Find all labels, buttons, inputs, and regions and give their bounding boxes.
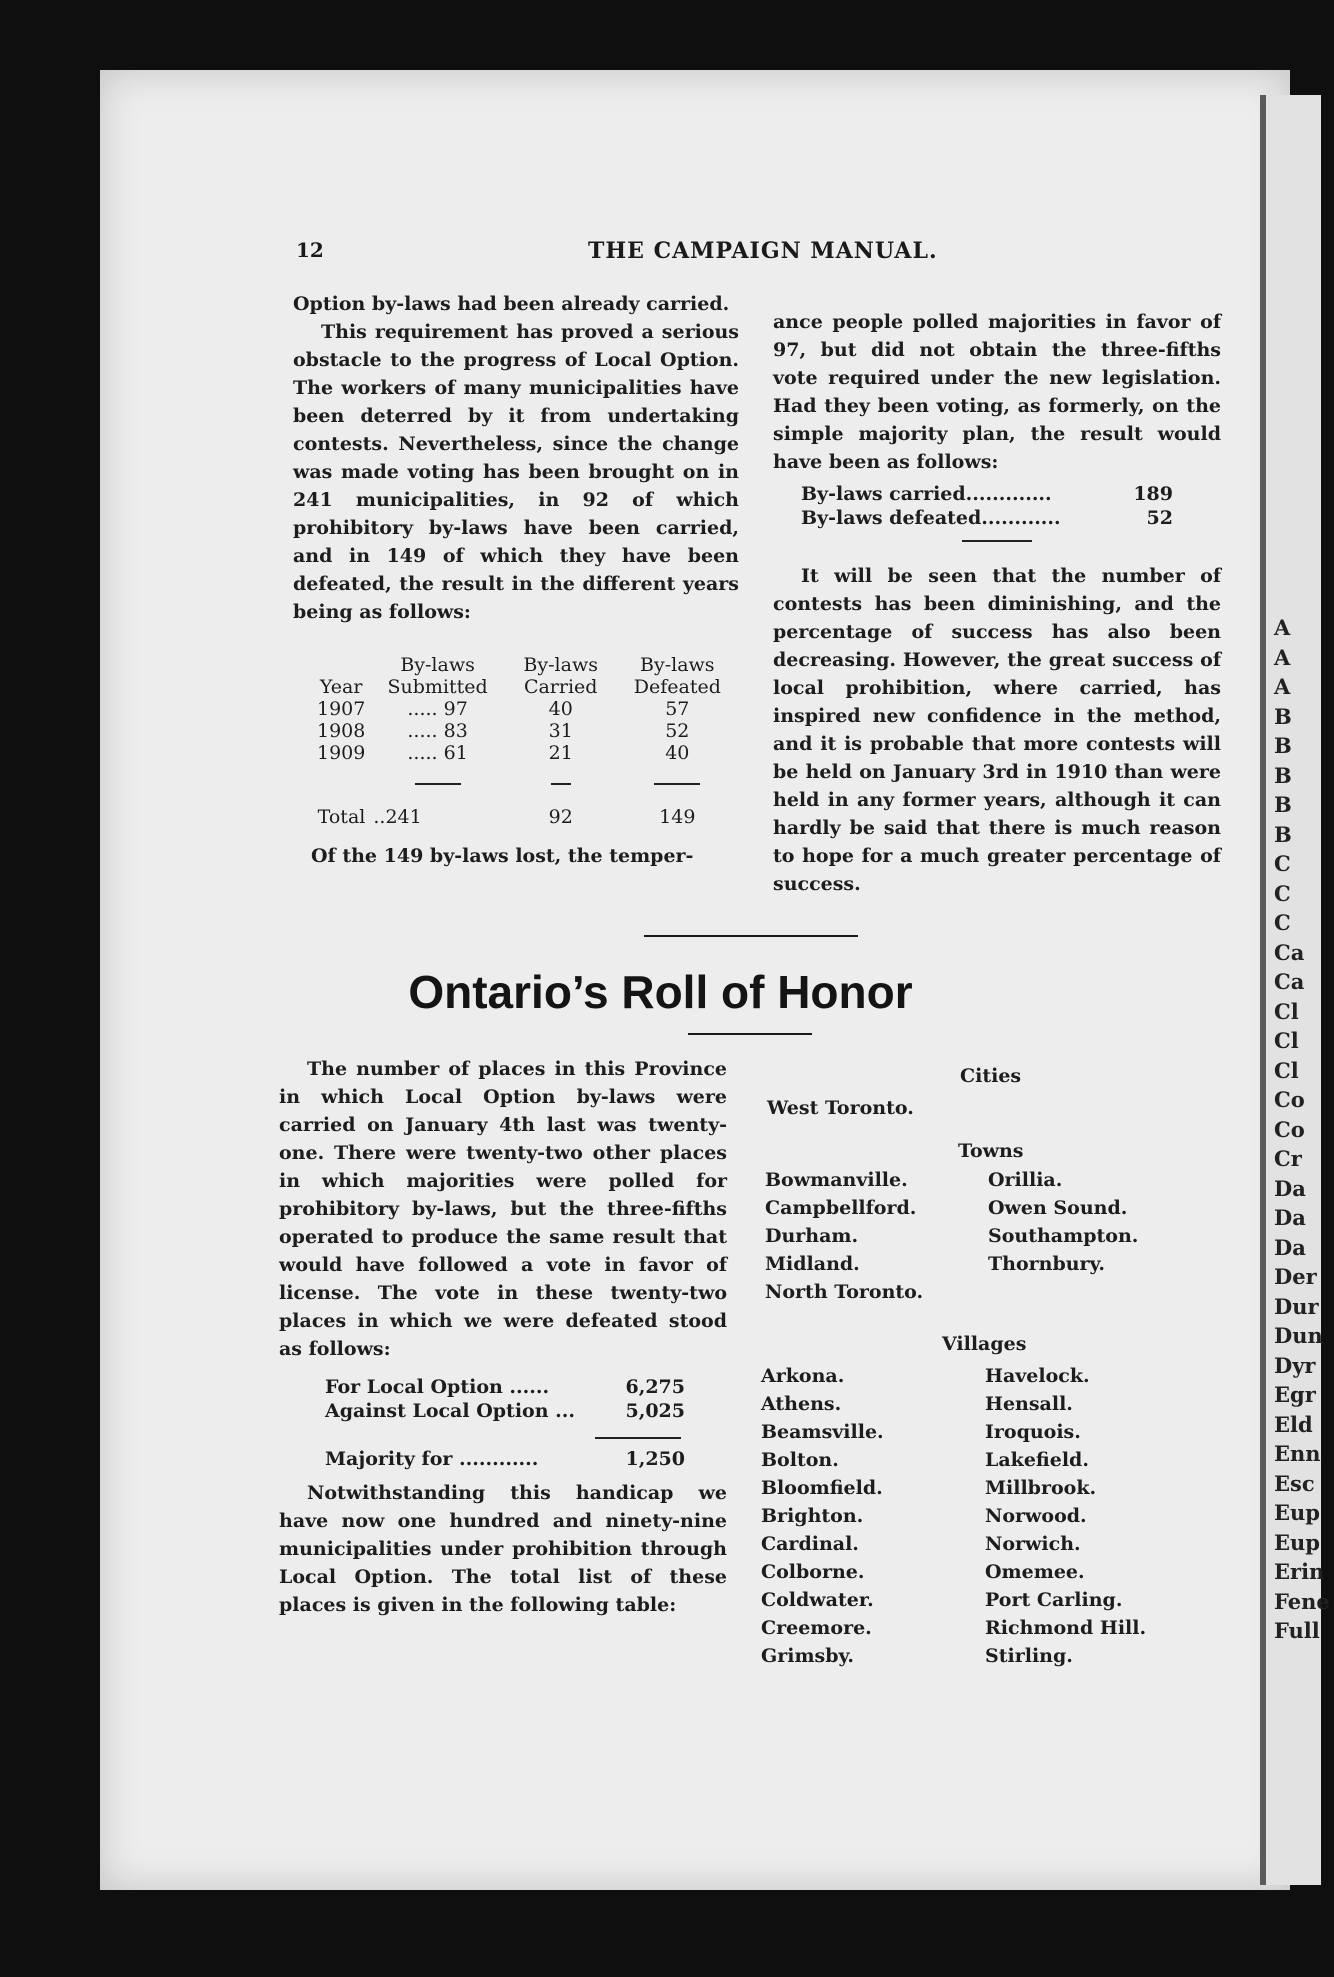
list-item: Orillia. xyxy=(988,1169,1063,1191)
adjacent-page-fragment: B xyxy=(1274,703,1292,729)
towns-heading: Towns xyxy=(958,1140,1024,1162)
vote-summary xyxy=(325,1375,727,1471)
list-item: Norwood. xyxy=(985,1505,1087,1527)
villages-heading: Villages xyxy=(942,1333,1027,1355)
table-rules xyxy=(313,764,739,790)
adjacent-page-fragment: Cl xyxy=(1274,1028,1299,1053)
list-item: Creemore. xyxy=(761,1617,872,1639)
table-header: Year xyxy=(319,676,363,698)
running-title: THE CAMPAIGN MANUAL. xyxy=(588,238,938,264)
adjacent-page-fragment: C xyxy=(1274,910,1291,935)
summary-row: By-laws defeated............ 52 xyxy=(801,507,1173,529)
rule xyxy=(595,1437,681,1439)
list-item: North Toronto. xyxy=(765,1281,924,1303)
list-item: Athens. xyxy=(761,1393,842,1415)
adjacent-page-fragment: Eld xyxy=(1274,1411,1313,1437)
list-item: Grimsby. xyxy=(761,1645,855,1667)
list-item: Omemee. xyxy=(985,1561,1085,1583)
adjacent-page-fragment: C xyxy=(1274,880,1291,906)
list-item: West Toronto. xyxy=(767,1097,914,1119)
adjacent-page-fragment: Co xyxy=(1274,1116,1305,1142)
list-item: Bloomfield. xyxy=(761,1477,883,1499)
rule xyxy=(415,783,461,785)
list-item: Durham. xyxy=(765,1225,859,1247)
paragraph: Notwithstanding this handicap we have now one hundred and ninety-nine municipalities under prohibition through Local Option. The total list of these places is given in the following table: xyxy=(279,1482,727,1616)
villages-list-left xyxy=(761,1362,884,1670)
right-column-top xyxy=(773,308,1221,898)
vote-row: For Local Option ...... 6,275 xyxy=(325,1376,685,1398)
majority-row: Majority for ............ 1,250 xyxy=(325,1448,685,1470)
page-number: 12 xyxy=(296,238,324,262)
bylaw-results-table xyxy=(313,654,739,828)
list-item: Arkona. xyxy=(761,1365,845,1387)
adjacent-page-fragment: Enn xyxy=(1274,1441,1321,1466)
adjacent-page-fragment: Fene xyxy=(1274,1588,1330,1614)
list-item: Thornbury. xyxy=(988,1253,1106,1275)
paragraph: Of the 149 by-laws lost, the temper- xyxy=(311,845,694,867)
page-header xyxy=(0,238,1321,268)
bylaw-summary xyxy=(773,482,1173,530)
adjacent-page-fragment: Ca xyxy=(1274,969,1305,994)
cities-list xyxy=(767,1094,914,1122)
adjacent-page-fragment: Egr xyxy=(1274,1382,1316,1407)
adjacent-page-fragment: Erin xyxy=(1274,1559,1325,1584)
list-item: Bowmanville. xyxy=(765,1169,908,1191)
list-item: Owen Sound. xyxy=(988,1197,1128,1219)
villages-list-right xyxy=(985,1362,1146,1670)
list-item: Campbellford. xyxy=(765,1197,917,1219)
summary-row: By-laws carried............. 189 xyxy=(801,483,1173,505)
adjacent-page-fragment: A xyxy=(1274,644,1291,670)
list-item: Stirling. xyxy=(985,1645,1073,1667)
list-item: Bolton. xyxy=(761,1449,839,1471)
left-column-top xyxy=(293,290,739,870)
table-total-row: Total ..241 92 149 xyxy=(317,806,696,828)
list-item: Millbrook. xyxy=(985,1477,1097,1499)
adjacent-page-fragment: Dyr xyxy=(1274,1352,1316,1378)
section-headline: Ontario’s Roll of Honor xyxy=(408,966,913,1018)
paragraph: ance people polled majorities in favor of 97, but did not obtain the three-fifths vote required under the new legislation. Had they been voting, as formerly, on the simple majority plan, the result would have been as follows: xyxy=(773,311,1221,473)
adjacent-page-fragment: C xyxy=(1274,851,1291,876)
adjacent-page-fragment: B xyxy=(1274,733,1292,758)
paragraph: This requirement has proved a serious obstacle to the progress of Local Option. The workers of many municipalities have been deterred by it from undertaking contests. Nevertheless, since the change was made voting has been brought on in 241 municipalities, in 92 of which prohibitory by-laws have been carried, and in 149 of which they have been defeated, the result in the different years being as follows: xyxy=(293,321,739,623)
adjacent-page-fragment: Dur xyxy=(1274,1293,1319,1319)
table-header: By-laws Defeated xyxy=(633,654,721,698)
list-item: Havelock. xyxy=(985,1365,1090,1387)
adjacent-page-fragment: A xyxy=(1274,615,1291,640)
adjacent-page-fragment: Full xyxy=(1274,1618,1320,1643)
adjacent-page-fragment: A xyxy=(1274,674,1291,699)
list-item: Norwich. xyxy=(985,1533,1081,1555)
list-item: Southampton. xyxy=(988,1225,1139,1247)
table-header: By-laws Submitted xyxy=(387,654,488,698)
adjacent-page-fragment: Co xyxy=(1274,1087,1305,1112)
adjacent-page-fragment: Dun xyxy=(1274,1323,1323,1348)
list-item: Colborne. xyxy=(761,1561,865,1583)
rule xyxy=(551,783,571,785)
table-row: 1908 ..... 83 31 52 xyxy=(317,720,690,742)
list-item: Port Carling. xyxy=(985,1589,1123,1611)
paragraph: Option by-laws had been already carried. xyxy=(293,293,730,315)
list-item: Iroquois. xyxy=(985,1421,1081,1443)
vote-row: Against Local Option ... 5,025 xyxy=(325,1400,685,1422)
list-item: Richmond Hill. xyxy=(985,1617,1147,1639)
adjacent-page-fragment: B xyxy=(1274,762,1292,788)
adjacent-page-fragment: Eup xyxy=(1274,1529,1320,1555)
adjacent-page-fragment: Da xyxy=(1274,1175,1306,1201)
adjacent-page-fragment: Cr xyxy=(1274,1146,1302,1171)
paragraph: The number of places in this Province in which Local Option by-laws were carried on January 4th last was twenty-one. There were twenty-two other places in which majorities were polled for prohibitory by-laws, but the three-fifths operated to produce the same result that would have followed a vote in favor of license. The vote in these twenty-two places in which we were defeated stood as follows: xyxy=(279,1058,727,1360)
towns-list-left xyxy=(765,1166,923,1306)
left-column-bottom xyxy=(279,1055,727,1619)
list-item: Brighton. xyxy=(761,1505,864,1527)
list-item: Cardinal. xyxy=(761,1533,859,1555)
list-item: Beamsville. xyxy=(761,1421,884,1443)
list-item: Coldwater. xyxy=(761,1589,874,1611)
cities-heading: Cities xyxy=(960,1065,1022,1087)
adjacent-page-fragment: Da xyxy=(1274,1205,1306,1230)
paragraph: It will be seen that the number of contests has been diminishing, and the percentage of success has also been decreasing. However, the great success of local prohibition, where carried, has inspired new confidence in the method, and it is probable that more contests will be held on January 3rd in 1910 than were held in any former years, although it can hardly be said that there is much reason to hope for a much greater percentage of success. xyxy=(773,565,1221,895)
adjacent-page-fragment: Da xyxy=(1274,1234,1306,1260)
adjacent-page-fragment: Cl xyxy=(1274,1057,1299,1083)
divider xyxy=(962,540,1032,542)
adjacent-page-fragment: Ca xyxy=(1274,939,1305,965)
table-row: 1907 ..... 97 40 57 xyxy=(317,698,690,720)
table-row: 1909 ..... 61 21 40 xyxy=(317,742,690,764)
adjacent-page-fragment: Der xyxy=(1274,1264,1317,1289)
headline-rule-top xyxy=(644,935,858,937)
adjacent-page-fragment: B xyxy=(1274,792,1292,817)
rule xyxy=(654,783,700,785)
list-item: Midland. xyxy=(765,1253,860,1275)
towns-list-right xyxy=(988,1166,1138,1278)
list-item: Hensall. xyxy=(985,1393,1073,1415)
table-header: By-laws Carried xyxy=(523,654,598,698)
adjacent-page-fragment: Cl xyxy=(1274,998,1299,1024)
adjacent-page-fragment: Esc xyxy=(1274,1470,1315,1496)
adjacent-page-fragment: B xyxy=(1274,821,1292,847)
headline-rule-bottom xyxy=(688,1033,812,1035)
list-item: Lakefield. xyxy=(985,1449,1089,1471)
adjacent-page-fragment: Eup xyxy=(1274,1500,1320,1525)
